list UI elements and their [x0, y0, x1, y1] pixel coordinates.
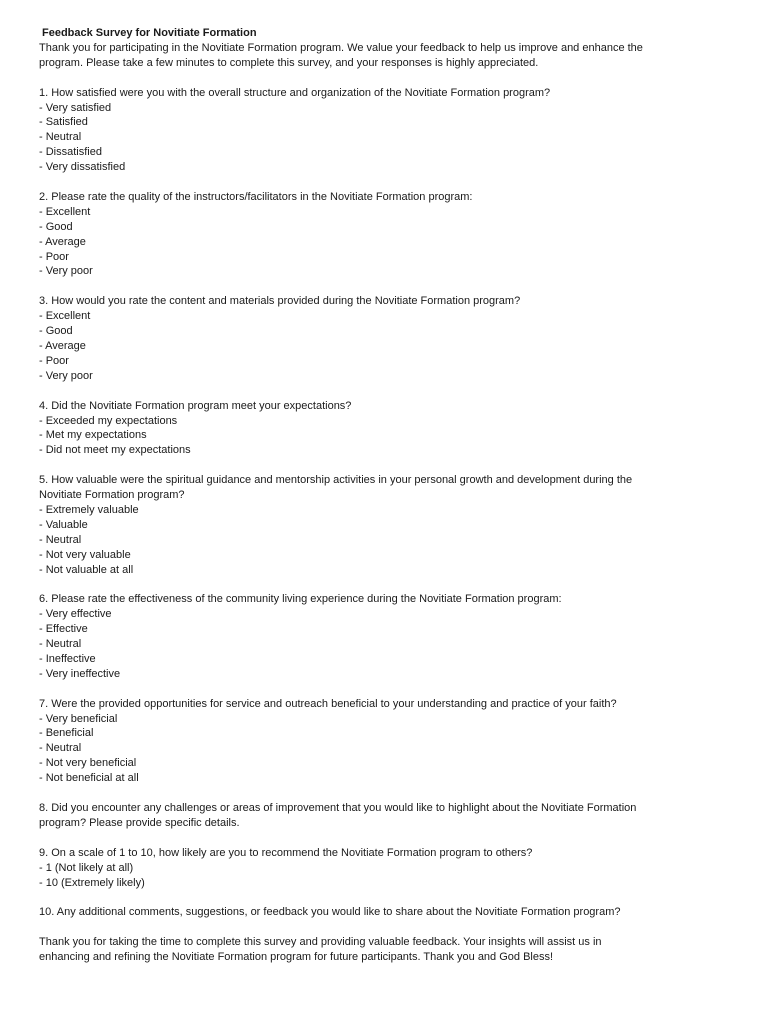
answer-option: - Good — [39, 220, 73, 233]
answer-option: - Average — [39, 235, 86, 248]
answer-option: - Very satisfied — [39, 101, 112, 114]
answer-option: - Not very valuable — [39, 548, 131, 561]
answer-option: - Average — [39, 339, 86, 352]
answer-option: - Very poor — [39, 265, 93, 278]
answer-option: - Extremely valuable — [39, 503, 139, 516]
survey-document — [39, 26, 739, 965]
question-text: 10. Any additional comments, suggestions, or feedback you would like to share about the Novitiate Formation program? — [39, 906, 621, 919]
intro-line: program. Please take a few minutes to complete this survey, and your responses is highly appreciated. — [39, 56, 539, 69]
closing-line: enhancing and refining the Novitiate Formation program for future participants. Thank you and God Bless! — [39, 951, 554, 964]
answer-option: - Neutral — [39, 638, 82, 651]
questions-list — [39, 71, 739, 921]
answer-option: - Effective — [39, 623, 88, 636]
question-block — [39, 592, 739, 681]
question-text: 4. Did the Novitiate Formation program meet your expectations? — [39, 399, 352, 412]
question-text: 2. Please rate the quality of the instructors/facilitators in the Novitiate Formation program: — [39, 190, 473, 203]
answer-option: - Very dissatisfied — [39, 161, 126, 174]
answer-option: - Poor — [39, 250, 69, 263]
question-block — [39, 190, 739, 279]
question-text: Novitiate Formation program? — [39, 489, 185, 502]
question-block — [39, 905, 739, 920]
answer-option: - Valuable — [39, 518, 88, 531]
answer-option: - Excellent — [39, 205, 91, 218]
question-text: 9. On a scale of 1 to 10, how likely are you to recommend the Novitiate Formation program to others? — [39, 846, 533, 859]
intro-line: Thank you for participating in the Novitiate Formation program. We value your feedback to help us improve and enhance the — [39, 41, 643, 54]
answer-option: - Ineffective — [39, 652, 96, 665]
answer-option: - Satisfied — [39, 116, 88, 129]
answer-option: - 10 (Extremely likely) — [39, 876, 145, 889]
answer-option: - Good — [39, 325, 73, 338]
closing-paragraph — [39, 935, 739, 965]
answer-option: - Neutral — [39, 131, 82, 144]
question-text: program? Please provide specific details. — [39, 816, 240, 829]
question-block — [39, 801, 739, 831]
question-block — [39, 697, 739, 786]
question-block — [39, 294, 739, 383]
answer-option: - Very ineffective — [39, 667, 121, 680]
answer-option: - Neutral — [39, 742, 82, 755]
answer-option: - Not very beneficial — [39, 757, 137, 770]
question-text: 7. Were the provided opportunities for service and outreach beneficial to your understanding and practice of your faith? — [39, 697, 617, 710]
question-block — [39, 86, 739, 175]
answer-option: - 1 (Not likely at all) — [39, 861, 134, 874]
answer-option: - Dissatisfied — [39, 146, 102, 159]
answer-option: - Did not meet my expectations — [39, 444, 191, 457]
question-text: 8. Did you encounter any challenges or areas of improvement that you would like to highlight about the Novitiate Formation — [39, 802, 637, 814]
question-text: 3. How would you rate the content and materials provided during the Novitiate Formation program? — [39, 295, 521, 308]
document-title: Feedback Survey for Novitiate Formation — [42, 27, 257, 39]
answer-option: - Met my expectations — [39, 429, 147, 442]
question-text: 1. How satisfied were you with the overall structure and organization of the Novitiate Formation program? — [39, 86, 551, 99]
question-block — [39, 399, 739, 459]
question-text: 5. How valuable were the spiritual guidance and mentorship activities in your personal growth and development during the — [39, 474, 633, 487]
answer-option: - Excellent — [39, 310, 91, 323]
answer-option: - Beneficial — [39, 727, 94, 740]
question-text: 6. Please rate the effectiveness of the community living experience during the Novitiate Formation program: — [39, 593, 562, 606]
closing-line: Thank you for taking the time to complete this survey and providing valuable feedback. Your insights will assist us in — [39, 936, 602, 949]
question-block — [39, 473, 739, 577]
question-block — [39, 846, 739, 891]
answer-option: - Not beneficial at all — [39, 772, 139, 785]
answer-option: - Neutral — [39, 533, 82, 546]
intro-paragraph — [39, 41, 739, 71]
answer-option: - Very effective — [39, 608, 112, 621]
answer-option: - Poor — [39, 354, 69, 367]
answer-option: - Exceeded my expectations — [39, 414, 178, 427]
answer-option: - Not valuable at all — [39, 563, 134, 576]
answer-option: - Very poor — [39, 369, 93, 382]
answer-option: - Very beneficial — [39, 712, 118, 725]
